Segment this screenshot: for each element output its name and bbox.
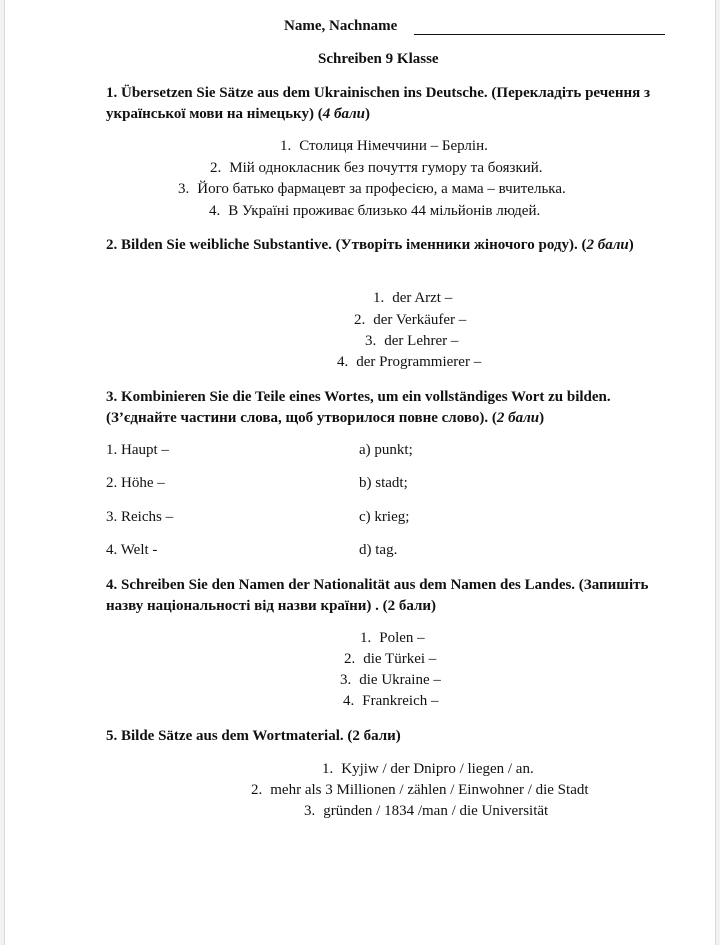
task4-item: 2. die Türkei – bbox=[344, 651, 437, 667]
task3-left-item: 1. Haupt – bbox=[106, 442, 169, 458]
task3-left-item: 4. Welt - bbox=[106, 542, 158, 558]
task1-item: 3. Його батько фармацевт за професією, а мама – вчителька. bbox=[178, 181, 566, 197]
task5-title: 5. Bilde Sätze aus dem Wortmaterial. (2 бали) bbox=[106, 728, 401, 744]
task3-right-item: b) stadt; bbox=[359, 475, 408, 491]
task4-title: 4. Schreiben Sie den Namen der Nationalität aus dem Namen des Landes. (Запишіть назву національності від назви країни) . (2 бали) bbox=[106, 577, 649, 614]
document-subtitle: Schreiben 9 Klasse bbox=[318, 51, 439, 67]
task3-right-item: c) krieg; bbox=[359, 509, 410, 525]
task3-left-item: 3. Reichs – bbox=[106, 509, 174, 525]
task3-left-item: 2. Höhe – bbox=[106, 475, 165, 491]
task4-item: 1. Polen – bbox=[360, 630, 425, 646]
task3-title: 3. Kombinieren Sie die Teile eines Wortes, um ein vollständiges Wort zu bilden. (З’єднайте частини слова, щоб утворилося повне слово). (2 бали) bbox=[106, 389, 611, 426]
task2-item: 3. der Lehrer – bbox=[365, 333, 459, 349]
task3-right-item: d) tag. bbox=[359, 542, 398, 558]
task3-right-item: a) punkt; bbox=[359, 442, 413, 458]
task1-item: 4. В Україні проживає близько 44 мільйонів людей. bbox=[209, 203, 541, 219]
task4-item: 4. Frankreich – bbox=[343, 693, 439, 709]
task5-item: 2. mehr als 3 Millionen / zählen / Einwohner / die Stadt bbox=[251, 782, 589, 798]
task2-item: 4. der Programmierer – bbox=[337, 354, 482, 370]
task5-item: 1. Kyjiw / der Dnipro / liegen / an. bbox=[322, 761, 534, 777]
task1-title: 1. Übersetzen Sie Sätze aus dem Ukrainischen ins Deutsche. (Перекладіть речення з української мови на німецьку) (4 бали) bbox=[106, 85, 651, 122]
name-blank-line bbox=[414, 34, 665, 35]
task5-item: 3. gründen / 1834 /man / die Universität bbox=[304, 803, 549, 819]
task1-item: 1. Столиця Німеччини – Берлін. bbox=[280, 138, 488, 154]
task2-item: 2. der Verkäufer – bbox=[354, 312, 467, 328]
task1-item: 2. Мій однокласник без почуття гумору та боязкий. bbox=[210, 160, 543, 176]
task2-title: 2. Bilden Sie weibliche Substantive. (Утворіть іменники жіночого роду). (2 бали) bbox=[106, 237, 634, 253]
task2-item: 1. der Arzt – bbox=[373, 290, 453, 306]
task4-item: 3. die Ukraine – bbox=[340, 672, 441, 688]
name-label: Name, Nachname bbox=[284, 18, 398, 34]
